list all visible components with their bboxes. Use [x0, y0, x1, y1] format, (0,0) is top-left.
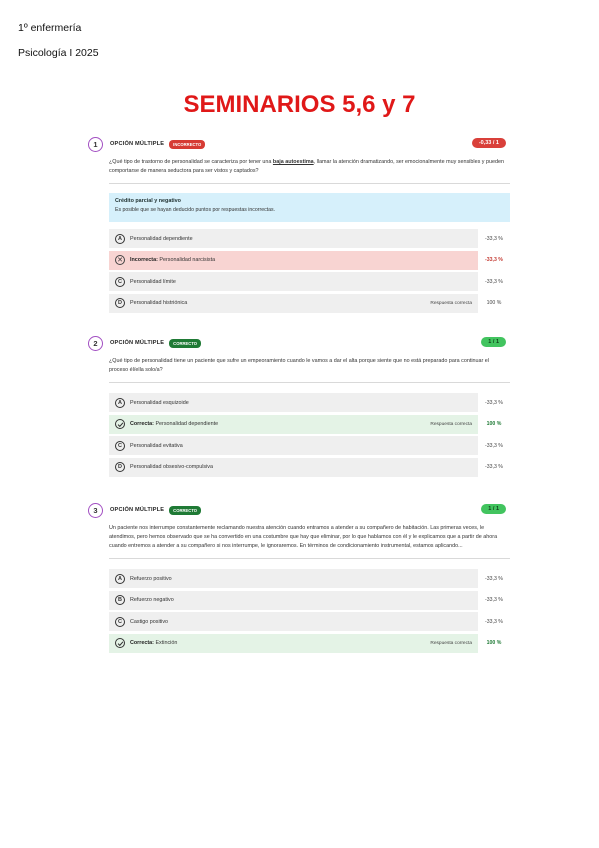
option-letter: C: [115, 617, 125, 627]
option-c[interactable]: [109, 436, 510, 455]
question-header: [88, 500, 510, 520]
option-percent: -33,3 %: [478, 251, 510, 270]
correct-answer-note: Respuesta correcta: [430, 300, 472, 306]
option-d[interactable]: [109, 294, 510, 313]
option-a[interactable]: [109, 569, 510, 588]
question-number: 3: [88, 503, 103, 518]
correct-answer-note: Respuesta correcta: [430, 421, 472, 427]
option-letter: C: [115, 277, 125, 287]
option-b[interactable]: [109, 251, 510, 270]
info-text: Es posible que se hayan deducido puntos por respuestas incorrectas.: [115, 207, 276, 213]
option-percent: -33,3 %: [478, 591, 510, 610]
question-text: ¿Qué tipo de personalidad tiene un paciente que sufre un empeoramiento cuando le vamos a dar el alta porque siente que no está preparado para continuar el proceso él/ella solo/a?: [109, 358, 489, 373]
question-1: [88, 134, 510, 315]
info-title: Crédito parcial y negativo: [115, 198, 181, 204]
page-title: SEMINARIOS 5,6 y 7: [183, 91, 416, 118]
option-label: Castigo positivo: [130, 618, 169, 625]
question-3: [88, 500, 510, 655]
info-box: [109, 193, 510, 222]
status-badge: CORRECTO: [169, 506, 201, 515]
option-letter: B: [115, 595, 125, 605]
option-label: Personalidad límite: [130, 278, 176, 285]
option-letter: A: [115, 398, 125, 408]
question-header: [88, 333, 510, 353]
option-c[interactable]: [109, 272, 510, 291]
option-percent: 100 %: [478, 415, 510, 434]
option-letter: C: [115, 441, 125, 451]
option-label: Correcta: Extinción: [130, 640, 178, 646]
status-badge: CORRECTO: [169, 339, 201, 348]
emphasis-text: baja autoestima: [272, 159, 314, 165]
score-badge: -0,33 / 1: [472, 138, 506, 148]
option-b[interactable]: [109, 591, 510, 610]
option-percent: -33,3 %: [478, 569, 510, 588]
option-label: Refuerzo negativo: [130, 597, 174, 603]
option-label: Correcta: Personalidad dependiente: [130, 421, 219, 427]
option-percent: 100 %: [478, 634, 510, 653]
option-label: Incorrecta: Personalidad narcisista: [130, 257, 216, 263]
options-list: [109, 229, 510, 313]
incorrect-icon: ✕: [115, 255, 125, 265]
option-percent: -33,3 %: [478, 612, 510, 631]
option-label: Personalidad evitativa: [130, 442, 183, 449]
option-percent: -33,3 %: [478, 458, 510, 477]
divider: [109, 382, 510, 383]
correct-check-icon: [115, 419, 125, 429]
question-2: [88, 333, 510, 479]
option-label: Refuerzo positivo: [130, 575, 172, 582]
option-a[interactable]: [109, 229, 510, 248]
status-badge: INCORRECTO: [169, 140, 205, 149]
options-list: [109, 569, 510, 653]
question-type: OPCIÓN MÚLTIPLE: [110, 340, 165, 346]
option-d[interactable]: [109, 458, 510, 477]
option-letter: A: [115, 234, 125, 244]
option-percent: 100 %: [478, 294, 510, 313]
option-letter: D: [115, 298, 125, 308]
question-text: Un paciente nos interrumpe constantemente reclamando nuestra atención cuando entramos a atender a su compañero de habitación. Las primeras veces, le atendimos, pero hemos observado que se ha convertido en una costumbre que hay que eliminar, por lo que hablamos con él y le explicamos que a partir de ahora cuando entremos a atender a su compañero si nos interrumpe, le ignoraremos. En términos de condicionamiento instrumental, estamos aplicando...: [109, 525, 498, 549]
option-percent: -33,3 %: [478, 272, 510, 291]
option-c[interactable]: [109, 612, 510, 631]
divider: [109, 558, 510, 559]
option-label: Personalidad obsesivo-compulsiva: [130, 464, 213, 470]
divider: [109, 183, 510, 184]
options-list: [109, 393, 510, 477]
question-header: [88, 134, 510, 154]
option-percent: -33,3 %: [478, 229, 510, 248]
option-letter: A: [115, 574, 125, 584]
score-badge: 1 / 1: [481, 337, 506, 347]
option-d[interactable]: [109, 634, 510, 653]
option-a[interactable]: [109, 393, 510, 412]
course-label: 1º enfermería: [18, 22, 82, 34]
correct-check-icon: [115, 638, 125, 648]
option-b[interactable]: [109, 415, 510, 434]
option-label: Personalidad histriónica: [130, 300, 188, 306]
option-letter: D: [115, 462, 125, 472]
question-text: ¿Qué tipo de trastorno de personalidad se caracteriza por tener una baja autoestima, llamar la atención dramatizando, ser emocionalmente muy sensibles y pueden comportarse de manera seductora para ser vistos y captados?: [109, 159, 504, 174]
question-type: OPCIÓN MÚLTIPLE: [110, 141, 165, 147]
score-badge: 1 / 1: [481, 504, 506, 514]
option-label: Personalidad esquizoide: [130, 399, 189, 406]
question-type: OPCIÓN MÚLTIPLE: [110, 507, 165, 513]
subject-label: Psicología I 2025: [18, 47, 99, 59]
correct-answer-note: Respuesta correcta: [430, 640, 472, 646]
option-label: Personalidad dependiente: [130, 235, 193, 242]
option-percent: -33,3 %: [478, 436, 510, 455]
question-number: 2: [88, 336, 103, 351]
option-percent: -33,3 %: [478, 393, 510, 412]
question-number: 1: [88, 137, 103, 152]
